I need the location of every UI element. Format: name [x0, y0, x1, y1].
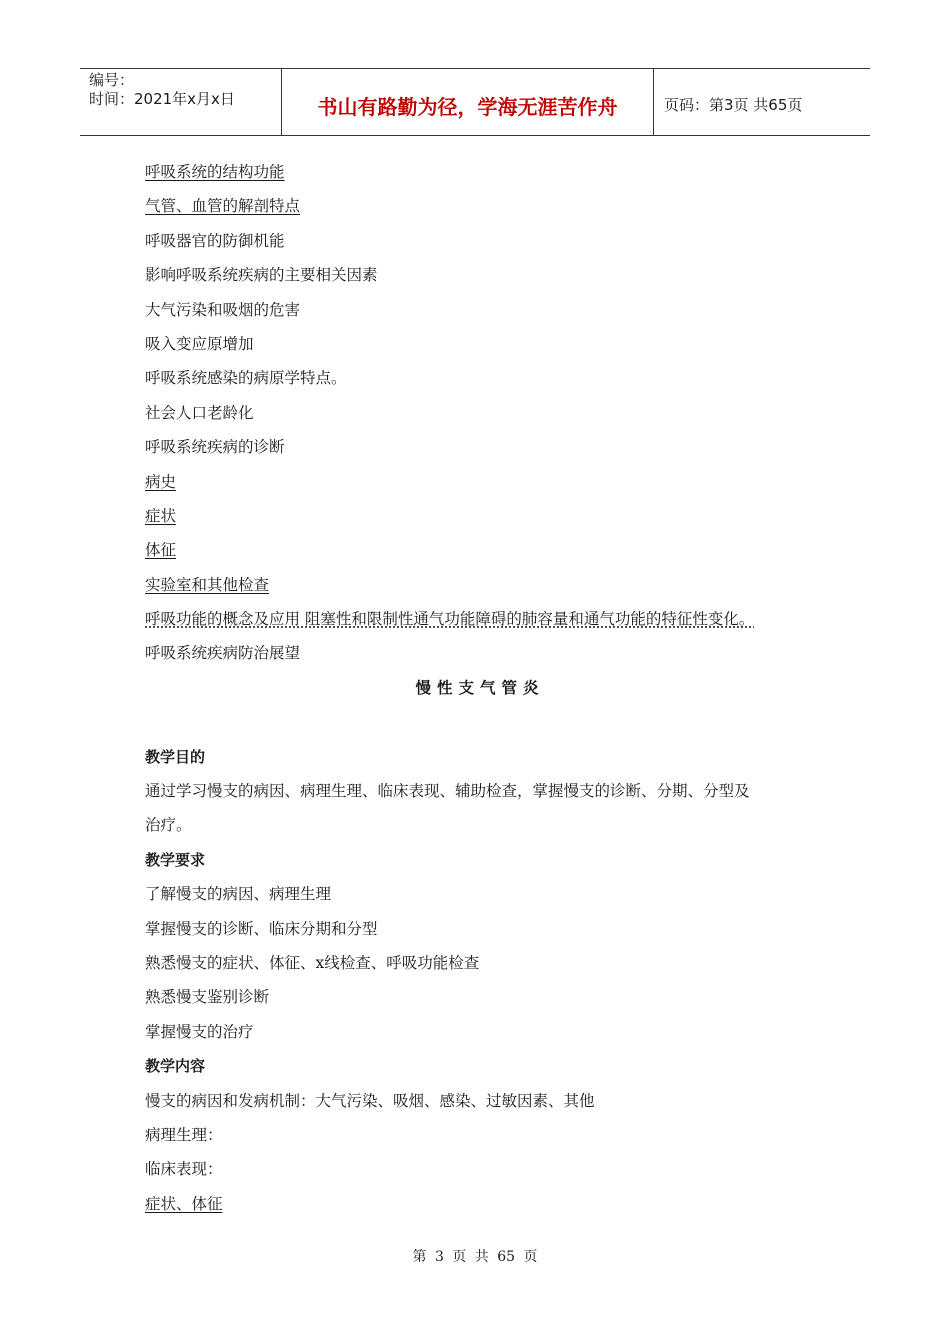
body-line: 呼吸系统的结构功能	[145, 163, 285, 181]
body-line: 呼吸系统疾病防治展望	[145, 644, 301, 663]
body-line: 吸入变应原增加	[145, 334, 254, 353]
content-line: 症状、体征	[145, 1194, 223, 1213]
page-info-text: 页码：第3页 共65页	[664, 95, 803, 114]
body-line: 实验室和其他检查	[145, 575, 270, 594]
header-meta-cell	[80, 69, 282, 135]
requirement-line: 熟悉慢支鉴别诊断	[145, 988, 270, 1007]
content-line: 慢支的病因和发病机制：大气污染、吸烟、感染、过敏因素、其他	[145, 1091, 595, 1110]
body-line: 大气污染和吸烟的危害	[145, 300, 301, 319]
motto-text: 书山有路勤为径，学海无涯苦作舟	[317, 94, 618, 119]
body-line: 气管、血管的解剖特点	[145, 197, 301, 216]
content-heading: 教学内容	[145, 1057, 206, 1076]
footer-page-number: 第 3 页 共 65 页	[412, 1249, 538, 1265]
body-line: 呼吸系统疾病的诊断	[145, 438, 285, 457]
requirement-line: 熟悉慢支的症状、体征、x线检查、呼吸功能检查	[145, 953, 480, 972]
content-line: 临床表现：	[145, 1160, 223, 1179]
time-label: 时间：2021年x月x日	[89, 90, 235, 108]
body-line: 症状	[145, 506, 177, 525]
content-line: 病理生理：	[145, 1125, 223, 1144]
goal-line: 通过学习慢支的病因、病理生理、临床表现、辅助检查，掌握慢支的诊断、分期、分型及	[145, 782, 750, 801]
requirement-line: 掌握慢支的诊断、临床分期和分型	[145, 919, 378, 938]
body-line: 呼吸功能的概念及应用 阻塞性和限制性通气功能障碍的肺容量和通气功能的特征性变化。	[145, 610, 755, 629]
requirement-line: 了解慢支的病因、病理生理	[145, 885, 332, 904]
body-line: 体征	[145, 541, 177, 560]
goal-heading: 教学目的	[145, 747, 206, 766]
body-line: 影响呼吸系统疾病的主要相关因素	[145, 266, 378, 285]
document-body	[145, 160, 835, 1226]
section-title: 慢性支气管炎	[415, 678, 545, 697]
spacer	[145, 710, 835, 744]
body-line: 病史	[145, 472, 177, 491]
requirements-heading: 教学要求	[145, 850, 206, 869]
body-line: 社会人口老龄化	[145, 403, 254, 422]
page-info-cell	[654, 69, 870, 135]
page-footer	[0, 1246, 950, 1266]
goal-line: 治疗。	[145, 816, 192, 835]
document-header	[80, 68, 870, 136]
body-line: 呼吸系统感染的病原学特点。	[145, 369, 347, 388]
body-line: 呼吸器官的防御机能	[145, 231, 285, 250]
number-label: 编号：	[89, 71, 135, 89]
requirement-line: 掌握慢支的治疗	[145, 1022, 254, 1041]
motto-cell	[282, 69, 654, 135]
